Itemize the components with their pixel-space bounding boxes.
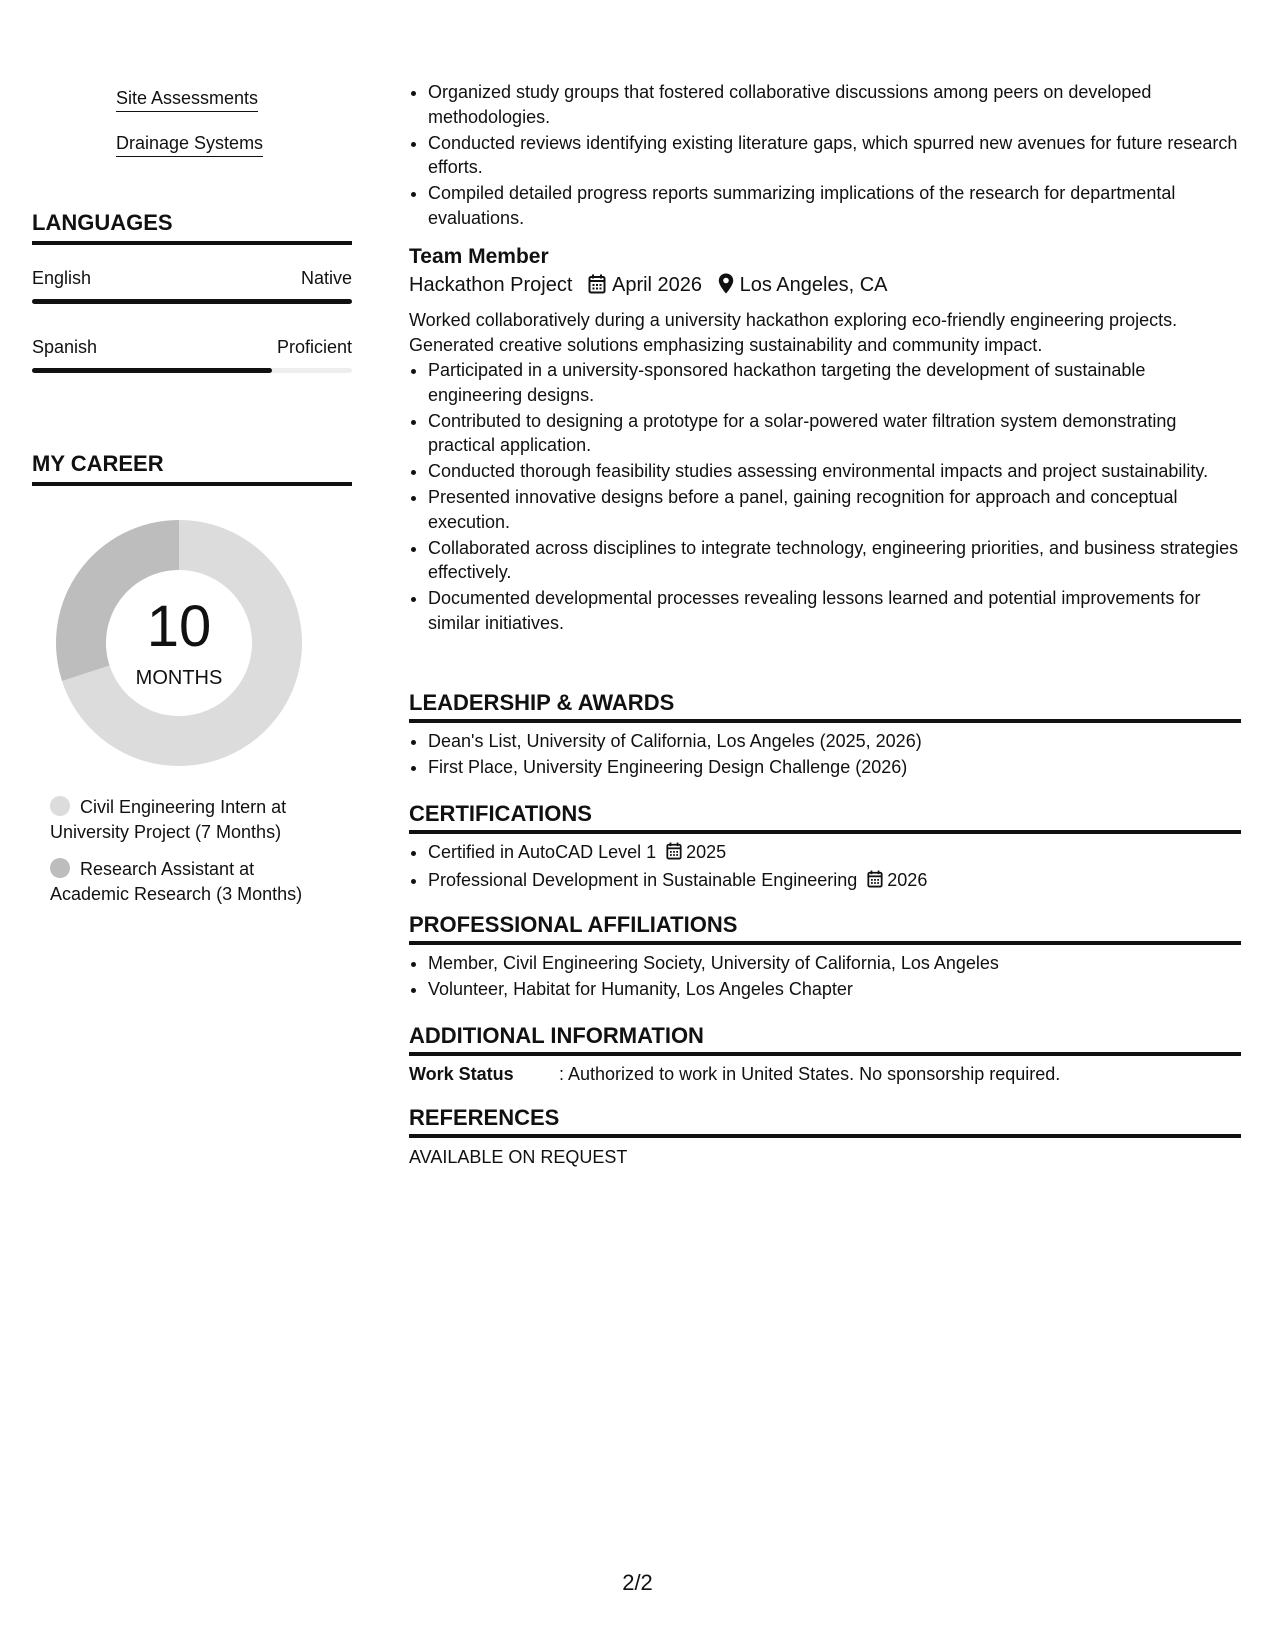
bullet-item: • Collaborated across disciplines to integrate technology, engineering priorities, and business strategies effectively.	[428, 536, 1241, 585]
bullet-item: • Volunteer, Habitat for Humanity, Los Angeles Chapter	[428, 977, 1241, 1002]
certification-name: Certified in AutoCAD Level 1	[428, 842, 657, 862]
additional-info-heading: ADDITIONAL INFORMATION	[409, 1023, 1241, 1056]
bullet-item: • Organized study groups that fostered collaborative discussions among peers on developed methodologies.	[428, 80, 1241, 129]
legend-label: Research Assistant at Academic Research (3 Months)	[50, 859, 303, 904]
bullet-item: • First Place, University Engineering Design Challenge (2026)	[428, 755, 1241, 780]
job-location: Los Angeles, CA	[739, 274, 888, 296]
certification-name: Professional Development in Sustainable Engineering	[428, 870, 858, 890]
certifications-list	[409, 840, 1241, 896]
career-legend-item	[50, 857, 330, 907]
bullet-item: • Participated in a university-sponsored hackathon targeting the development of sustainable engineering designs.	[428, 358, 1241, 407]
job-entry	[409, 245, 1241, 637]
bullet-item: • Dean's List, University of California, Los Angeles (2025, 2026)	[428, 729, 1241, 754]
career-legend-item	[50, 795, 330, 845]
map-pin-icon	[718, 273, 734, 300]
work-status-value: : Authorized to work in United States. No sponsorship required.	[559, 1064, 1061, 1084]
leadership-heading: LEADERSHIP & AWARDS	[409, 690, 1241, 723]
language-bar-fill	[32, 368, 272, 373]
references-text: AVAILABLE ON REQUEST	[409, 1147, 628, 1167]
work-status-row	[409, 1064, 1060, 1085]
job-org: Hackathon Project	[409, 274, 573, 296]
certification-item	[428, 840, 1241, 867]
bullet-item: • Conducted thorough feasibility studies assessing environmental impacts and project sustainability.	[428, 459, 1241, 484]
language-bar	[32, 368, 352, 373]
skill-item: Site Assessments	[116, 88, 258, 112]
legend-label: Civil Engineering Intern at University Project (7 Months)	[50, 797, 287, 842]
job-date: April 2026	[611, 274, 703, 296]
skill-item: Drainage Systems	[116, 133, 263, 157]
language-name: English	[32, 268, 92, 288]
bullet-item: • Contributed to designing a prototype for a solar-powered water filtration system demonstrating practical application.	[428, 409, 1241, 458]
languages-heading: LANGUAGES	[32, 210, 352, 245]
legend-dot	[50, 796, 70, 816]
calendar-icon	[666, 842, 682, 867]
job-description: Worked collaboratively during a university hackathon exploring eco-friendly engineering projects. Generated creative solutions emphasizing sustainability and community impact.	[409, 310, 1178, 355]
job-meta	[409, 273, 1241, 300]
legend-dot	[50, 858, 70, 878]
certification-year: 2025	[686, 842, 727, 862]
leadership-list	[409, 729, 1241, 781]
calendar-icon	[867, 870, 883, 895]
language-bar-fill	[32, 299, 352, 304]
certification-year: 2026	[887, 870, 928, 890]
bullet-item: • Presented innovative designs before a panel, gaining recognition for approach and conceptual execution.	[428, 485, 1241, 534]
career-donut-chart	[56, 520, 302, 766]
previous-job-bullets	[409, 80, 1241, 232]
bullet-item: • Conducted reviews identifying existing literature gaps, which spurred new avenues for future research efforts.	[428, 131, 1241, 180]
career-unit: MONTHS	[135, 667, 223, 689]
references-heading: REFERENCES	[409, 1105, 1241, 1138]
bullet-item: • Documented developmental processes revealing lessons learned and potential improvements for similar initiatives.	[428, 586, 1241, 635]
work-status-label: Work Status	[409, 1064, 514, 1084]
language-bar	[32, 299, 352, 304]
bullet-item: • Member, Civil Engineering Society, University of California, Los Angeles	[428, 951, 1241, 976]
language-level: Proficient	[276, 337, 352, 357]
page-number: 2/2	[622, 1570, 653, 1595]
career-total: 10	[146, 594, 212, 659]
affiliations-heading: PROFESSIONAL AFFILIATIONS	[409, 912, 1241, 945]
donut-center	[56, 520, 302, 766]
language-name: Spanish	[32, 337, 98, 357]
language-level: Native	[300, 268, 352, 288]
certifications-heading: CERTIFICATIONS	[409, 801, 1241, 834]
job-title: Team Member	[409, 245, 549, 268]
calendar-icon	[588, 274, 606, 300]
bullet-item: • Compiled detailed progress reports summarizing implications of the research for departmental evaluations.	[428, 181, 1241, 230]
career-heading: MY CAREER	[32, 451, 352, 486]
certification-item	[428, 868, 1241, 895]
affiliations-list	[409, 951, 1241, 1003]
